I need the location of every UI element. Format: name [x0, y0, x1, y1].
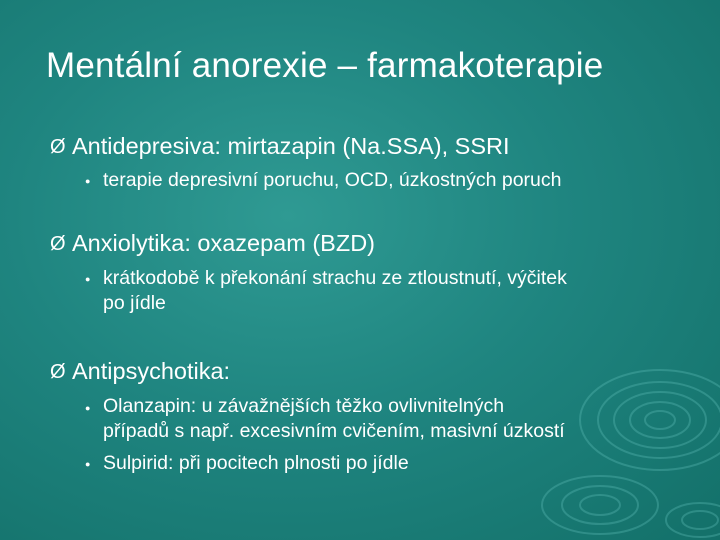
sub-bullet-line: krátkodobě k překonání strachu ze ztloustnutí, výčitek	[103, 267, 567, 289]
sub-bullet-line: Sulpirid: při pocitech plnosti po jídle	[103, 452, 409, 474]
bullet-anxiolytika: Anxiolytika: oxazepam (BZD)	[72, 230, 375, 256]
sub-bullet-line: případů s např. excesivním cvičením, masivní úzkostí	[103, 420, 565, 442]
sub-bullet-kratkodobe	[103, 266, 567, 316]
bullet-antipsychotika: Antipsychotika:	[72, 358, 231, 384]
arrowhead-bullet-icon: Ø	[50, 233, 66, 255]
sub-bullet-sulpirid	[103, 451, 409, 476]
sub-bullet-line: Olanzapin: u závažnějších těžko ovlivnitelných	[103, 395, 505, 417]
dot-bullet-icon: ●	[85, 274, 91, 284]
dot-bullet-icon: ●	[85, 459, 91, 469]
slide-title: Mentální anorexie – farmakoterapie	[46, 46, 604, 85]
sub-bullet-olanzapin	[103, 394, 565, 444]
dot-bullet-icon: ●	[85, 403, 91, 413]
sub-bullet-line: terapie depresivní poruchu, OCD, úzkostných poruch	[103, 169, 562, 191]
bullet-antidepresiva: Antidepresiva: mirtazapin (Na.SSA), SSRI	[72, 133, 510, 159]
dot-bullet-icon: ●	[85, 176, 91, 186]
arrowhead-bullet-icon: Ø	[50, 361, 66, 383]
arrowhead-bullet-icon: Ø	[50, 136, 66, 158]
sub-bullet-terapie	[103, 168, 562, 193]
sub-bullet-line: po jídle	[103, 292, 166, 314]
